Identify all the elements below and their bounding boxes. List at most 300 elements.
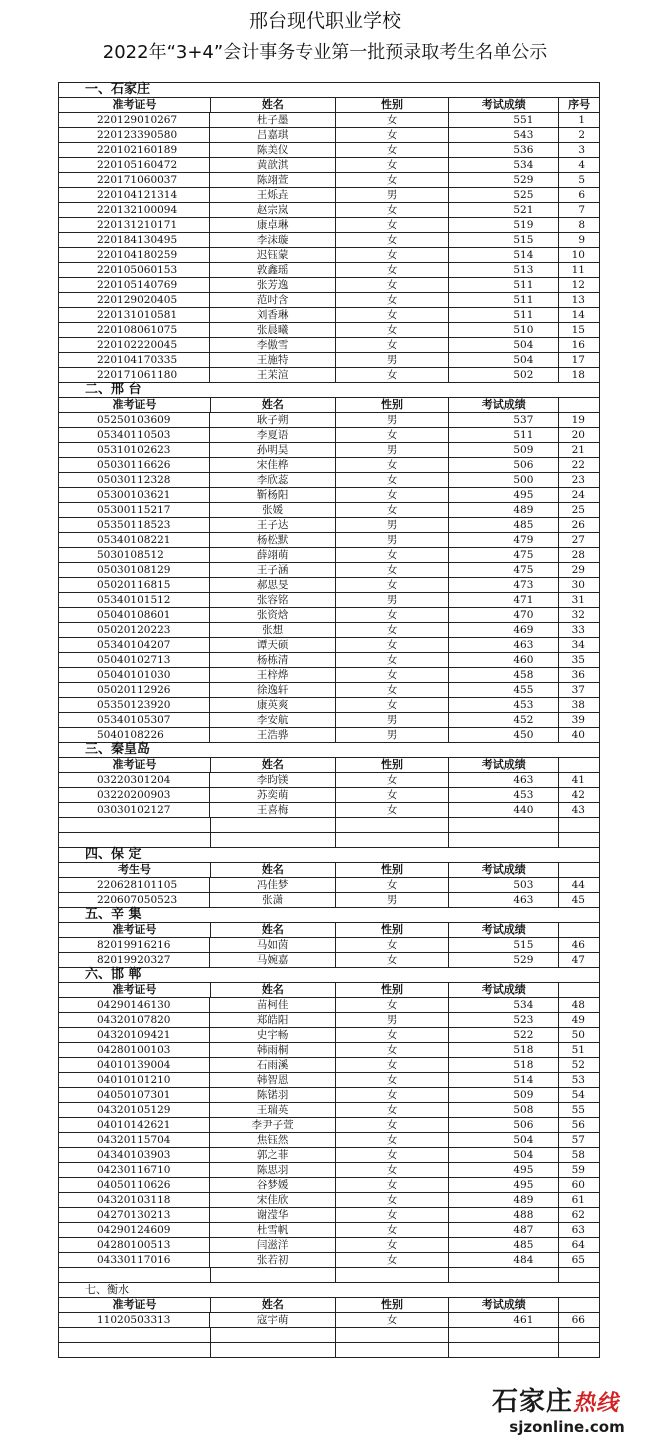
table-row <box>59 337 599 352</box>
student-name-cell: 靳杨阳 <box>210 488 335 502</box>
student-name-cell: 寇宇萌 <box>210 1313 335 1327</box>
exam-number-cell: 05350123920 <box>59 698 210 712</box>
table-row <box>59 262 599 277</box>
exam-number-cell: 05300103621 <box>59 488 210 502</box>
gender-cell: 女 <box>336 773 449 787</box>
table-row <box>59 142 599 157</box>
score-cell: 461 <box>449 1313 559 1327</box>
gender-cell: 女 <box>336 368 449 382</box>
exam-number-cell: 220102220045 <box>59 338 210 352</box>
rank-cell: 3 <box>578 144 585 156</box>
student-name-cell: 谷梦媛 <box>210 1178 335 1192</box>
column-header: 准考证号 <box>59 923 211 937</box>
exam-number-cell: 05030116626 <box>59 458 210 472</box>
exam-number-cell: 220628101105 <box>59 878 210 892</box>
gender-cell: 女 <box>336 1133 449 1147</box>
gender-cell: 女 <box>336 233 449 247</box>
table-row <box>59 157 599 172</box>
exam-number-cell: 5040108226 <box>59 728 210 742</box>
student-name-cell: 张潇 <box>210 893 335 907</box>
rank-cell: 54 <box>571 1089 585 1101</box>
gender-cell: 女 <box>336 668 449 682</box>
score-cell: 487 <box>449 1223 559 1237</box>
score-cell: 519 <box>449 218 559 232</box>
student-name-cell: 吕嘉琪 <box>210 128 335 142</box>
exam-number-cell: 220607050523 <box>59 893 210 907</box>
score-cell: 515 <box>449 938 559 952</box>
rank-cell: 6 <box>578 189 585 201</box>
score-cell: 453 <box>449 698 559 712</box>
gender-cell: 女 <box>336 803 449 817</box>
gender-cell: 男 <box>336 188 449 202</box>
table-header-row <box>59 757 599 772</box>
exam-number-cell: 05340108221 <box>59 533 210 547</box>
column-header: 序号 <box>568 98 591 111</box>
table-row <box>59 1207 599 1222</box>
gender-cell: 女 <box>336 248 449 262</box>
rank-cell: 49 <box>571 1014 585 1026</box>
exam-number-cell: 220184130495 <box>59 233 210 247</box>
score-cell: 453 <box>449 788 559 802</box>
table-row <box>59 772 599 787</box>
gender-cell: 女 <box>336 1208 449 1222</box>
column-header <box>559 923 599 937</box>
column-header: 性别 <box>336 923 449 937</box>
score-cell: 460 <box>449 653 559 667</box>
column-header <box>559 758 599 772</box>
table-row <box>59 412 599 427</box>
student-name-cell: 李欣蕊 <box>210 473 335 487</box>
exam-number-cell: 04230116710 <box>59 1163 210 1177</box>
rank-cell: 40 <box>571 729 585 741</box>
rank-cell: 53 <box>571 1074 585 1086</box>
column-header: 考试成绩 <box>449 983 559 997</box>
student-name-cell: 郑皓阳 <box>210 1013 335 1027</box>
table-row <box>59 487 599 502</box>
score-cell: 514 <box>449 248 559 262</box>
exam-number-cell: 03220200903 <box>59 788 210 802</box>
rank-cell: 60 <box>571 1179 585 1191</box>
gender-cell: 女 <box>336 683 449 697</box>
exam-number-cell: 220105160472 <box>59 158 210 172</box>
student-name-cell: 杜雪帆 <box>210 1223 335 1237</box>
rank-cell: 52 <box>571 1059 585 1071</box>
exam-number-cell: 5030108512 <box>59 548 210 562</box>
student-name-cell: 王喜梅 <box>210 803 335 817</box>
column-header: 准考证号 <box>59 98 211 112</box>
column-header <box>559 1298 599 1312</box>
exam-number-cell: 04050107301 <box>59 1088 210 1102</box>
student-name-cell: 李安航 <box>210 713 335 727</box>
rank-cell: 65 <box>571 1254 585 1266</box>
gender-cell: 女 <box>336 428 449 442</box>
table-row <box>59 1012 599 1027</box>
exam-number-cell: 220131010581 <box>59 308 210 322</box>
score-cell: 523 <box>449 1013 559 1027</box>
exam-number-cell: 05020112926 <box>59 683 210 697</box>
page-subtitle: 2022年“3+4”会计事务专业第一批预录取考生名单公示 <box>102 42 548 63</box>
gender-cell: 女 <box>336 998 449 1012</box>
table-row <box>59 187 599 202</box>
table-row <box>59 277 599 292</box>
score-cell: 515 <box>449 233 559 247</box>
exam-number-cell: 04320105129 <box>59 1103 210 1117</box>
table-row <box>59 577 599 592</box>
column-header: 考试成绩 <box>449 758 559 772</box>
exam-number-cell: 220123390580 <box>59 128 210 142</box>
exam-number-cell: 04320107820 <box>59 1013 210 1027</box>
score-cell: 529 <box>449 173 559 187</box>
exam-number-cell: 220105140769 <box>59 278 210 292</box>
student-name-cell: 张资焓 <box>210 608 335 622</box>
gender-cell: 女 <box>336 1028 449 1042</box>
score-cell: 551 <box>449 113 559 127</box>
empty-row <box>59 817 599 832</box>
gender-cell: 女 <box>336 1253 449 1267</box>
rank-cell: 51 <box>571 1044 585 1056</box>
table-row <box>59 1072 599 1087</box>
table-header-row <box>59 1297 599 1312</box>
score-cell: 506 <box>449 458 559 472</box>
column-header: 姓名 <box>211 1298 336 1312</box>
rank-cell: 18 <box>571 369 585 381</box>
rank-cell: 59 <box>571 1164 585 1176</box>
score-cell: 485 <box>449 518 559 532</box>
student-name-cell: 石雨溪 <box>210 1058 335 1072</box>
score-cell: 475 <box>449 548 559 562</box>
rank-cell: 39 <box>571 714 585 726</box>
gender-cell: 男 <box>336 518 449 532</box>
table-bottom-border <box>59 1357 599 1358</box>
table-header-row <box>59 862 599 877</box>
score-cell: 511 <box>449 293 559 307</box>
rank-cell: 41 <box>571 774 585 786</box>
exam-number-cell: 04280100103 <box>59 1043 210 1057</box>
table-header-row <box>59 397 599 412</box>
exam-number-cell: 04010142621 <box>59 1118 210 1132</box>
rank-cell: 26 <box>571 519 585 531</box>
section-title: 三、秦皇岛 <box>59 742 599 757</box>
student-name-cell: 王施特 <box>210 353 335 367</box>
score-cell: 534 <box>449 158 559 172</box>
gender-cell: 女 <box>336 608 449 622</box>
score-cell: 511 <box>449 278 559 292</box>
table-row <box>59 1162 599 1177</box>
score-cell: 511 <box>449 308 559 322</box>
student-name-cell: 张若初 <box>210 1253 335 1267</box>
student-name-cell: 冯佳梦 <box>210 878 335 892</box>
student-name-cell: 孙明昊 <box>210 443 335 457</box>
gender-cell: 女 <box>336 548 449 562</box>
exam-number-cell: 220108061075 <box>59 323 210 337</box>
table-row <box>59 172 599 187</box>
gender-cell: 女 <box>336 1043 449 1057</box>
gender-cell: 女 <box>336 698 449 712</box>
student-name-cell: 王瑞英 <box>210 1103 335 1117</box>
gender-cell: 女 <box>336 278 449 292</box>
table-header-row <box>59 982 599 997</box>
exam-number-cell: 05340101512 <box>59 593 210 607</box>
watermark-title <box>492 1381 642 1418</box>
score-cell: 529 <box>449 953 559 967</box>
table-row <box>59 1252 599 1267</box>
score-cell: 489 <box>449 503 559 517</box>
score-cell: 508 <box>449 1103 559 1117</box>
table-row <box>59 292 599 307</box>
gender-cell: 男 <box>336 893 449 907</box>
table-row <box>59 232 599 247</box>
column-header: 考试成绩 <box>449 398 559 412</box>
table-row <box>59 652 599 667</box>
exam-number-cell: 04010139004 <box>59 1058 210 1072</box>
rank-cell: 14 <box>571 309 585 321</box>
score-cell: 484 <box>449 1253 559 1267</box>
student-name-cell: 范吋含 <box>210 293 335 307</box>
admission-list-table <box>58 82 600 1358</box>
empty-row <box>59 1267 599 1282</box>
column-header: 性别 <box>336 98 449 112</box>
table-row <box>59 667 599 682</box>
table-row <box>59 532 599 547</box>
table-row <box>59 1102 599 1117</box>
rank-cell: 20 <box>571 429 585 441</box>
column-header <box>559 983 599 997</box>
table-row <box>59 217 599 232</box>
exam-number-cell: 05040102713 <box>59 653 210 667</box>
gender-cell: 女 <box>336 578 449 592</box>
gender-cell: 女 <box>336 1238 449 1252</box>
gender-cell: 女 <box>336 1058 449 1072</box>
exam-number-cell: 220132100094 <box>59 203 210 217</box>
exam-number-cell: 05340104207 <box>59 638 210 652</box>
score-cell: 543 <box>449 128 559 142</box>
rank-cell: 19 <box>571 414 585 426</box>
student-name-cell: 陈美仪 <box>210 143 335 157</box>
table-row <box>59 562 599 577</box>
exam-number-cell: 220102160189 <box>59 143 210 157</box>
gender-cell: 女 <box>336 503 449 517</box>
rank-cell: 55 <box>571 1104 585 1116</box>
column-header <box>559 863 599 877</box>
rank-cell: 34 <box>571 639 585 651</box>
table-row <box>59 682 599 697</box>
empty-row <box>59 1342 599 1357</box>
student-name-cell: 薛翊萌 <box>210 548 335 562</box>
gender-cell: 男 <box>336 713 449 727</box>
score-cell: 504 <box>449 1148 559 1162</box>
exam-number-cell: 220171061180 <box>59 368 210 382</box>
table-row <box>59 502 599 517</box>
student-name-cell: 李傲雪 <box>210 338 335 352</box>
column-header: 性别 <box>336 983 449 997</box>
rank-cell: 17 <box>571 354 585 366</box>
rank-cell: 46 <box>571 939 585 951</box>
student-name-cell: 杨松默 <box>210 533 335 547</box>
rank-cell: 35 <box>571 654 585 666</box>
watermark-domain: sjzonline.com <box>509 1418 625 1436</box>
table-row <box>59 802 599 817</box>
score-cell: 479 <box>449 533 559 547</box>
rank-cell: 57 <box>571 1134 585 1146</box>
rank-cell: 25 <box>571 504 585 516</box>
student-name-cell: 李夏语 <box>210 428 335 442</box>
exam-number-cell: 220129010267 <box>59 113 210 127</box>
rank-cell: 15 <box>571 324 585 336</box>
rank-cell: 7 <box>578 204 585 216</box>
student-name-cell: 康卓琳 <box>210 218 335 232</box>
table-row <box>59 247 599 262</box>
student-name-cell: 焦钰然 <box>210 1133 335 1147</box>
gender-cell: 女 <box>336 638 449 652</box>
gender-cell: 女 <box>336 338 449 352</box>
student-name-cell: 王烁垚 <box>210 188 335 202</box>
score-cell: 511 <box>449 428 559 442</box>
student-name-cell: 王浩骅 <box>210 728 335 742</box>
rank-cell: 9 <box>578 234 585 246</box>
student-name-cell: 陈锘羽 <box>210 1088 335 1102</box>
rank-cell: 33 <box>571 624 585 636</box>
exam-number-cell: 04320109421 <box>59 1028 210 1042</box>
rank-cell: 22 <box>571 459 585 471</box>
exam-number-cell: 220104121314 <box>59 188 210 202</box>
exam-number-cell: 220105060153 <box>59 263 210 277</box>
score-cell: 509 <box>449 443 559 457</box>
student-name-cell: 杜子墨 <box>210 113 335 127</box>
gender-cell: 女 <box>336 113 449 127</box>
gender-cell: 女 <box>336 653 449 667</box>
rank-cell: 42 <box>571 789 585 801</box>
gender-cell: 女 <box>336 323 449 337</box>
score-cell: 495 <box>449 488 559 502</box>
gender-cell: 男 <box>336 593 449 607</box>
student-name-cell: 耿子朔 <box>210 413 335 427</box>
student-name-cell: 李尹子萱 <box>210 1118 335 1132</box>
score-cell: 513 <box>449 263 559 277</box>
score-cell: 489 <box>449 1193 559 1207</box>
section-title: 一、石家庄 <box>59 82 599 97</box>
score-cell: 463 <box>449 638 559 652</box>
gender-cell: 女 <box>336 1193 449 1207</box>
exam-number-cell: 04330117016 <box>59 1253 210 1267</box>
student-name-cell: 郝思旻 <box>210 578 335 592</box>
column-header: 考试成绩 <box>449 98 559 112</box>
table-row <box>59 892 599 907</box>
gender-cell: 女 <box>336 1088 449 1102</box>
exam-number-cell: 82019920327 <box>59 953 210 967</box>
student-name-cell: 苏奕萌 <box>210 788 335 802</box>
table-row <box>59 1132 599 1147</box>
score-cell: 500 <box>449 473 559 487</box>
gender-cell: 男 <box>336 728 449 742</box>
student-name-cell: 闫滋洋 <box>210 1238 335 1252</box>
table-row <box>59 1192 599 1207</box>
exam-number-cell: 220104180259 <box>59 248 210 262</box>
score-cell: 518 <box>449 1058 559 1072</box>
column-header: 考试成绩 <box>449 863 559 877</box>
column-header: 姓名 <box>211 983 336 997</box>
table-row <box>59 697 599 712</box>
score-cell: 495 <box>449 1163 559 1177</box>
column-header: 性别 <box>336 863 449 877</box>
score-cell: 525 <box>449 188 559 202</box>
gender-cell: 女 <box>336 623 449 637</box>
table-row <box>59 1177 599 1192</box>
rank-cell: 43 <box>571 804 585 816</box>
table-row <box>59 727 599 742</box>
student-name-cell: 谭天硕 <box>210 638 335 652</box>
exam-number-cell: 04010101210 <box>59 1073 210 1087</box>
score-cell: 522 <box>449 1028 559 1042</box>
rank-cell: 31 <box>571 594 585 606</box>
student-name-cell: 谢滢华 <box>210 1208 335 1222</box>
student-name-cell: 马婉嘉 <box>210 953 335 967</box>
gender-cell: 女 <box>336 263 449 277</box>
student-name-cell: 赵宗岚 <box>210 203 335 217</box>
rank-cell: 50 <box>571 1029 585 1041</box>
exam-number-cell: 04050110626 <box>59 1178 210 1192</box>
score-cell: 504 <box>449 338 559 352</box>
score-cell: 440 <box>449 803 559 817</box>
gender-cell: 女 <box>336 173 449 187</box>
page-title: 邢台现代职业学校 <box>248 10 401 32</box>
score-cell: 463 <box>449 893 559 907</box>
gender-cell: 女 <box>336 938 449 952</box>
score-cell: 495 <box>449 1178 559 1192</box>
column-header: 考生号 <box>59 863 211 877</box>
student-name-cell: 陈翊萱 <box>210 173 335 187</box>
rank-cell: 56 <box>571 1119 585 1131</box>
rank-cell: 32 <box>571 609 585 621</box>
table-row <box>59 427 599 442</box>
table-row <box>59 952 599 967</box>
score-cell: 458 <box>449 668 559 682</box>
gender-cell: 女 <box>336 1163 449 1177</box>
table-row <box>59 367 599 382</box>
gender-cell: 女 <box>336 1313 449 1327</box>
student-name-cell: 苗柯佳 <box>210 998 335 1012</box>
score-cell: 518 <box>449 1043 559 1057</box>
score-cell: 485 <box>449 1238 559 1252</box>
column-header: 姓名 <box>211 863 336 877</box>
column-header: 姓名 <box>211 98 336 112</box>
rank-cell: 27 <box>571 534 585 546</box>
exam-number-cell: 04270130213 <box>59 1208 210 1222</box>
rank-cell: 63 <box>571 1224 585 1236</box>
exam-number-cell: 05340105307 <box>59 713 210 727</box>
table-row <box>59 547 599 562</box>
score-cell: 470 <box>449 608 559 622</box>
student-name-cell: 王梓烨 <box>210 668 335 682</box>
score-cell: 452 <box>449 713 559 727</box>
column-header: 准考证号 <box>59 983 211 997</box>
student-name-cell: 马如茵 <box>210 938 335 952</box>
rank-cell: 36 <box>571 669 585 681</box>
gender-cell: 女 <box>336 953 449 967</box>
table-header-row <box>59 922 599 937</box>
exam-number-cell: 05350118523 <box>59 518 210 532</box>
section-title: 四、保 定 <box>59 847 599 862</box>
table-row <box>59 127 599 142</box>
student-name-cell: 王子涵 <box>210 563 335 577</box>
rank-cell: 45 <box>571 894 585 906</box>
rank-cell: 62 <box>571 1209 585 1221</box>
rank-cell: 44 <box>571 879 585 891</box>
rank-cell: 38 <box>571 699 585 711</box>
exam-number-cell: 03220301204 <box>59 773 210 787</box>
column-header: 性别 <box>336 398 449 412</box>
table-row <box>59 1237 599 1252</box>
student-name-cell: 张容铭 <box>210 593 335 607</box>
